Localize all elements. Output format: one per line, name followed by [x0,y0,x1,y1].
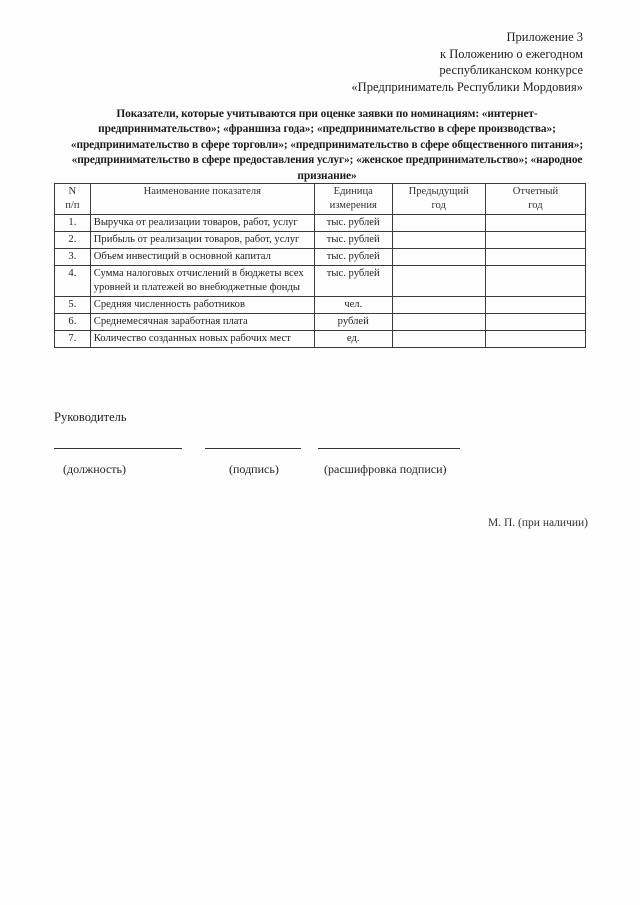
row-unit: чел. [314,297,392,314]
appendix-line-4: «Предприниматель Республики Мордовия» [351,79,583,94]
table-row [55,232,586,249]
row-num: 5. [55,297,91,314]
decoding-caption: (расшифровка подписи) [324,462,447,476]
position-line[interactable] [54,448,182,449]
row-num: 6. [55,314,91,331]
row-prev-value[interactable] [392,297,485,314]
row-current-value[interactable] [485,232,585,249]
table-row [55,249,586,266]
row-prev-value[interactable] [392,232,485,249]
table-row [55,331,586,348]
decoding-line[interactable] [318,448,460,449]
row-name: Объем инвестиций в основной капитал [90,249,314,266]
row-unit: тыс. рублей [314,249,392,266]
row-name: Средняя численность работников [90,297,314,314]
header-unit-line1: Единица [333,186,373,197]
row-name: Прибыль от реализации товаров, работ, услуг [90,232,314,249]
row-unit: ед. [314,331,392,348]
row-num: 3. [55,249,91,266]
seal-note: М. П. (при наличии) [488,517,588,529]
table-row [55,266,586,297]
header-cur-line2: год [528,200,543,211]
header-num-line2: п/п [65,200,80,211]
appendix-line-3: республиканском конкурсе [439,63,583,77]
row-prev-value[interactable] [392,215,485,232]
row-current-value[interactable] [485,331,585,348]
row-num: 7. [55,331,91,348]
row-name: Выручка от реализации товаров, работ, услуг [90,215,314,232]
row-current-value[interactable] [485,215,585,232]
header-prev-year [392,184,485,215]
header-unit-line2: измерения [329,200,377,211]
appendix-line-1: Приложение 3 [506,30,583,44]
row-prev-value[interactable] [392,314,485,331]
indicators-table [54,183,586,348]
header-prev-line1: Предыдущий [408,186,469,197]
signature-caption: (подпись) [229,462,279,476]
table-row [55,297,586,314]
header-num-line1: N [68,186,77,197]
header-cur-line1: Отчетный [512,186,559,197]
row-num: 2. [55,232,91,249]
row-unit: тыс. рублей [314,232,392,249]
row-prev-value[interactable] [392,266,485,297]
row-name: Среднемесячная заработная плата [90,314,314,331]
row-name: Количество созданных новых рабочих мест [90,331,314,348]
row-prev-value[interactable] [392,249,485,266]
header-current-year [485,184,585,215]
header-num [55,184,91,215]
position-caption: (должность) [63,462,126,476]
row-current-value[interactable] [485,314,585,331]
document-heading: Показатели, которые учитываются при оценке заявки по номинациям: «интернет-предпринимательство»; «франшиза года»; «предпринимательство в сфере производства»; «предпринимательство в сфере торговли»; «предпринимательство в сфере общественного питания»; «предпринимательство в сфере предоставления услуг»; «женское предпринимательство»; «народное признание» [70,108,584,182]
table-row [55,314,586,331]
row-prev-value[interactable] [392,331,485,348]
header-unit [314,184,392,215]
row-current-value[interactable] [485,297,585,314]
manager-label: Руководитель [54,410,127,424]
header-name: Наименование показателя [90,184,314,215]
table-header-row [55,184,586,215]
signature-line[interactable] [205,448,301,449]
row-current-value[interactable] [485,249,585,266]
header-prev-line2: год [431,200,446,211]
row-name: Сумма налоговых отчислений в бюджеты всех уровней и платежей во внебюджетные фонды [90,266,314,297]
row-num: 1. [55,215,91,232]
row-current-value[interactable] [485,266,585,297]
appendix-line-2: к Положению о ежегодном [440,46,583,61]
row-unit: тыс. рублей [314,215,392,232]
row-unit: тыс. рублей [314,266,392,297]
appendix-header [343,29,583,95]
row-num: 4. [55,266,91,297]
row-unit: рублей [314,314,392,331]
table-row [55,215,586,232]
